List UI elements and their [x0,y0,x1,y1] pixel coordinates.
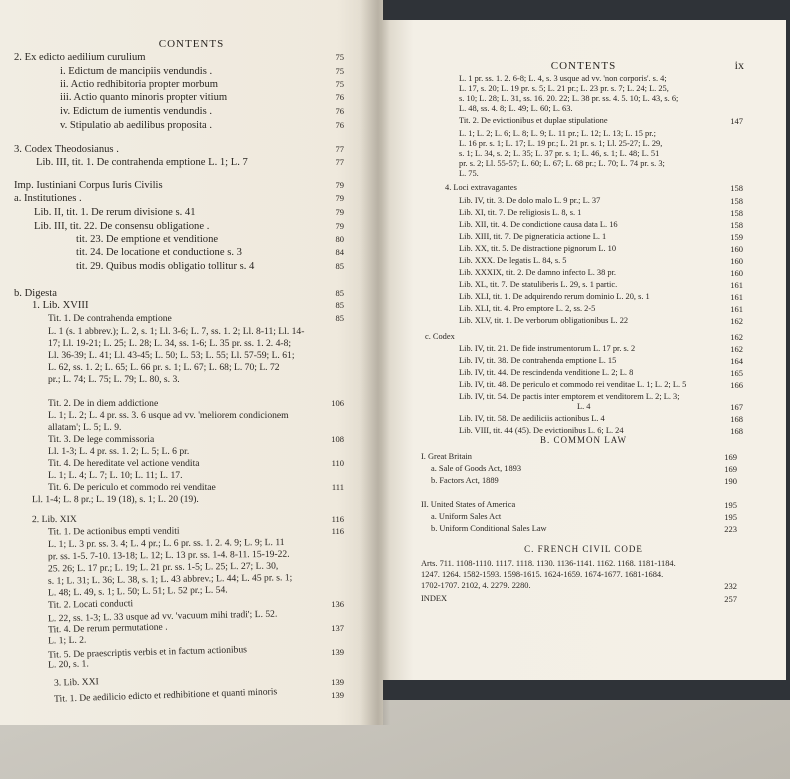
toc-page-number: 85 [335,300,344,310]
toc-entry: Lib. IV, tit. 48. De periculo et commodo rei venditae L. 1; L. 2; L. 5 [459,380,687,389]
toc-page-number: 167 [730,402,743,412]
toc-entry: Tit. 1. De actionibus empti venditi [47,525,180,538]
toc-page-number: 161 [730,304,743,314]
toc-entry: tit. 29. Quibus modis obligatio tollitur s. 4 [76,261,255,272]
toc-page-number: 161 [730,292,743,302]
toc-entry: Lib. XIII, tit. 7. De pigneraticia actione L. 1 [459,232,607,241]
toc-entry: Tit. 4. De hereditate vel actione vendita [48,458,200,469]
page-number: ix [734,58,744,72]
section-title-common-law: B. COMMON LAW [539,435,628,445]
toc-entry: 25. 26; L. 17 pr.; L. 19; L. 21 pr. ss. 1-5; L. 25; L. 27; L. 30, [47,560,279,575]
toc-page-number: 195 [724,500,737,510]
toc-page-number: 79 [335,193,344,203]
toc-page-number: 106 [331,398,344,408]
toc-entry: c. Codex [425,332,455,341]
toc-page-number: 77 [335,144,344,154]
toc-entry: Lib. IV, tit. 58. De aediliciis actionibus L. 4 [459,414,605,423]
toc-page-number: 158 [730,183,743,193]
toc-entry: L. 4 [577,402,591,411]
toc-page-number: 164 [730,356,743,366]
toc-page-number: 168 [730,426,743,436]
toc-page-number: 137 [331,623,344,633]
toc-entry: L. 48; L. 49, s. 1; L. 50; L. 51; L. 52 pr.; L. 54. [47,584,228,599]
toc-entry: Tit. 3. De lege commissoria [48,434,155,445]
toc-page-number: 79 [335,207,344,217]
toc-entry: Ll. 1-4; L. 8 pr.; L. 19 (18), s. 1; L. 20 (19). [31,493,199,506]
toc-entry: Lib. III, tit. 22. De consensu obligatione . [34,221,210,232]
toc-page-number: 160 [730,268,743,278]
toc-entry: L. 48, ss. 4. 8; L. 49; L. 60; L. 63. [459,104,573,113]
toc-page-number: 159 [730,232,743,242]
toc-entry: Imp. Iustiniani Corpus Iuris Civilis [14,180,163,191]
toc-page-number: 169 [724,464,737,474]
toc-entry: II. United States of America [421,500,516,509]
toc-entry: v. Stipulatio ab aedilibus proposita . [60,120,213,131]
toc-page-number: 195 [724,512,737,522]
toc-entry: Lib. XXXIX, tit. 2. De damno infecto L. 38 pr. [459,268,617,277]
toc-entry: Tit. 2. De in diem addictione [48,398,159,409]
toc-page-number: 166 [730,380,743,390]
toc-entry: Lib. IV, tit. 54. De pactis inter emptorem et venditorem L. 2; L. 3; [459,392,680,401]
page-header: CONTENTS [158,38,225,50]
toc-entry: Tit. 6. De periculo et commodo rei venditae [48,482,216,493]
page-header: CONTENTS [550,60,617,72]
toc-page-number: 76 [335,120,344,130]
toc-entry: a. Uniform Sales Act [431,512,502,521]
toc-entry: Lib. IV, tit. 3. De dolo malo L. 9 pr.; L. 37 [459,196,601,205]
toc-entry: L. 1; L. 2; L. 4 pr. ss. 3. 6 usque ad vv. 'meliorem condicionem [48,410,289,421]
toc-page-number: 116 [331,514,344,524]
toc-page-number: 116 [331,526,344,536]
toc-entry: s. 1; L. 34, s. 2; L. 35; L. 37 pr. s. 1; L. 46, s. 1; L. 48; L. 51 [459,149,660,158]
toc-entry: 3. Lib. XXI [53,676,99,689]
toc-page-number: 160 [730,256,743,266]
toc-page-number: 108 [331,434,344,444]
toc-entry: Lib. XX, tit. 5. De distractione pignorum L. 10 [459,244,617,253]
toc-page-number: 139 [331,677,344,687]
toc-entry: L. 17, s. 20; L. 19 pr. s. 5; L. 21 pr.; L. 23 pr. s. 7; L. 24; L. 25, [459,84,669,93]
toc-entry: s. 1; L. 31; L. 36; L. 38, s. 1; L. 43 abbrev.; L. 44; L. 45 pr. s. 1; [47,572,293,587]
toc-entry: allatam'; L. 5; L. 9. [48,422,122,433]
toc-entry: Tit. 2. De evictionibus et duplae stipulatione [459,116,608,125]
toc-entry: a. Sale of Goods Act, 1893 [431,464,522,473]
toc-entry: tit. 23. De emptione et venditione [76,234,219,245]
toc-entry: 17; Ll. 19-21; L. 25; L. 28; L. 34, ss. 1-6; L. 35 pr. ss. 1. 2. 4-8; [48,338,292,349]
toc-entry: Lib. IV, tit. 44. De rescindenda venditione L. 2; L. 8 [459,368,634,377]
toc-entry: b. Digesta [14,288,57,299]
toc-page-number: 160 [730,244,743,254]
toc-page-number: 257 [724,594,737,604]
toc-entry: 1247. 1264. 1582-1593. 1598-1615. 1624-1659. 1674-1677. 1681-1684. [421,570,664,579]
toc-page-number: 85 [335,261,344,271]
toc-page-number: 80 [335,234,344,244]
toc-entry: 2. Ex edicto aedilium curulium [14,52,146,63]
toc-entry: Lib. XII, tit. 4. De condictione causa data L. 16 [459,220,618,229]
toc-page-number: 79 [335,180,344,190]
toc-page-number: 147 [730,116,743,126]
toc-page-number: 162 [730,332,743,342]
toc-entry: i. Edictum de mancipiis vendundis . [60,66,213,77]
toc-entry: L. 1; L. 4; L. 7; L. 10; L. 11; L. 17. [48,470,183,481]
toc-entry: ii. Actio redhibitoria propter morbum [60,79,218,90]
toc-entry: Lib. IV, tit. 38. De contrahenda emptione L. 15 [459,356,617,365]
toc-entry: Tit. 1. De aedilicio edicto et redhibitione et quanti minoris [53,686,278,705]
toc-entry: iv. Edictum de iumentis vendundis . [60,106,213,117]
toc-page-number: 79 [335,221,344,231]
toc-entry: pr. ss. 1-5. 7-10. 13-18; L. 12; L. 13 pr. ss. 1-4. 8-11. 15-19-22. [47,548,290,563]
toc-entry: 1702-1707. 2102, 4. 2279. 2280. [421,581,531,590]
toc-entry: L. 1; L. 2. [47,634,87,647]
toc-entry: Lib. VIII, tit. 44 (45). De evictionibus L. 6; L. 24 [459,426,624,435]
toc-page-number: 111 [331,482,344,492]
toc-page-number: 84 [335,247,344,257]
toc-page-number: 158 [730,196,743,206]
toc-page-number: 139 [331,690,344,700]
toc-page-number: 77 [335,157,344,167]
toc-entry: 3. Codex Theodosianus . [14,144,119,155]
toc-entry: pr. s. 2; Ll. 55-57; L. 60; L. 67; L. 68 pr.; L. 70; L. 74 pr. s. 3; [459,159,665,168]
toc-entry: Arts. 711. 1108-1110. 1117. 1118. 1130. 1136-1141. 1162. 1168. 1181-1184. [421,559,676,568]
toc-entry: Lib. XI, tit. 7. De religiosis L. 8, s. 1 [459,208,582,217]
toc-entry: a. Institutiones . [14,193,82,204]
section-title-civil-code: C. FRENCH CIVIL CODE [524,544,643,554]
toc-page-number: 232 [724,581,737,591]
toc-page-number: 75 [335,52,344,62]
toc-page-number: 85 [335,288,344,298]
toc-page-number: 110 [331,458,344,468]
toc-entry: INDEX [421,594,448,603]
toc-entry: Tit. 4. De rerum permutatione . [47,621,168,636]
toc-entry: L. 22, ss. 1-3; L. 33 usque ad vv. 'vacuum mihi tradi'; L. 52. [47,608,278,625]
toc-entry: pr.; L. 74; L. 75; L. 79; L. 80, s. 3. [48,374,180,385]
toc-page-number: 76 [335,92,344,102]
toc-entry: Ll. 1-3; L. 4 pr. ss. 1. 2; L. 5; L. 6 pr. [48,446,190,457]
toc-page-number: 136 [331,599,344,609]
toc-page-number: 162 [730,316,743,326]
toc-page-number: 165 [730,368,743,378]
toc-entry: Lib. XL, tit. 7. De statuliberis L. 29, s. 1 partic. [459,280,618,289]
toc-entry: L. 62, ss. 1. 2; L. 65; L. 66 pr. s. 1; L. 67; L. 68; L. 70; L. 72 [48,362,280,373]
toc-entry: Tit. 5. De praescriptis verbis et in factum actionibus [47,644,248,661]
toc-entry: 2. Lib. XIX [31,513,77,526]
toc-entry: L. 75. [459,169,479,178]
toc-entry: Lib. IV, tit. 21. De fide instrumentorum L. 17 pr. s. 2 [459,344,636,353]
toc-entry: Lib. XLI, tit. 1. De adquirendo rerum dominio L. 20, s. 1 [459,292,650,301]
toc-entry: I. Great Britain [421,452,472,461]
toc-page-number: 85 [335,313,344,323]
toc-entry: Lib. XXX. De legatis L. 84, s. 5 [459,256,567,265]
toc-page-number: 158 [730,220,743,230]
toc-page-number: 75 [335,79,344,89]
toc-entry: L. 1 (s. 1 abbrev.); L. 2, s. 1; Ll. 3-6; L. 7, ss. 1. 2; Ll. 8-11; Ll. 14- [48,326,305,337]
toc-entry: Tit. 2. Locati conducti [47,598,134,611]
toc-page-number: 169 [724,452,737,462]
toc-entry: iii. Actio quanto minoris propter vitium [60,92,228,103]
right-page [381,20,786,680]
toc-entry: tit. 24. De locatione et conductione s. 3 [76,247,242,258]
toc-page-number: 162 [730,344,743,354]
toc-entry: 4. Loci extravagantes [445,183,517,192]
toc-page-number: 75 [335,66,344,76]
toc-page-number: 168 [730,414,743,424]
toc-entry: 1. Lib. XVIII [32,300,89,311]
gutter-shadow [360,0,390,725]
toc-entry: L. 1 pr. ss. 1. 2. 6-8; L. 4, s. 3 usque ad vv. 'non corporis'. s. 4; [459,74,667,83]
toc-entry: Tit. 1. De contrahenda emptione [48,313,172,324]
toc-page-number: 161 [730,280,743,290]
toc-entry: Ll. 36-39; L. 41; Ll. 43-45; L. 50; L. 53; L. 55; Ll. 57-59; L. 61; [48,350,295,361]
toc-page-number: 190 [724,476,737,486]
toc-entry: Lib. II, tit. 1. De rerum divisione s. 41 [34,207,196,218]
toc-entry: L. 1; L. 2; L. 6; L. 8; L. 9; L. 11 pr.; L. 12; L. 13; L. 15 pr.; [459,129,656,138]
toc-entry: Lib. XLV, tit. 1. De verborum obligationibus L. 22 [459,316,629,325]
toc-page-number: 158 [730,208,743,218]
toc-entry: Lib. III, tit. 1. De contrahenda emptione L. 1; L. 7 [36,157,248,168]
left-page [0,0,383,725]
toc-entry: b. Uniform Conditional Sales Law [431,524,547,533]
toc-entry: L. 1; L. 3 pr. ss. 3. 4; L. 4 pr.; L. 6 pr. ss. 1. 2. 4. 9; L. 9; L. 11 [47,537,285,550]
toc-page-number: 76 [335,106,344,116]
toc-entry: s. 10; L. 28; L. 31, ss. 16. 20. 22; L. 38 pr. ss. 4. 5. 10; L. 43, s. 6; [459,94,679,103]
toc-entry: Lib. XLI, tit. 4. Pro emptore L. 2, ss. 2-5 [459,304,596,313]
toc-page-number: 223 [724,524,737,534]
toc-entry: b. Factors Act, 1889 [431,476,499,485]
toc-entry: L. 20, s. 1. [47,658,89,671]
toc-page-number: 139 [331,647,344,657]
toc-entry: L. 16 pr. s. 1; L. 17; L. 19 pr.; L. 21 pr. s. 1; Ll. 25-27; L. 29, [459,139,663,148]
